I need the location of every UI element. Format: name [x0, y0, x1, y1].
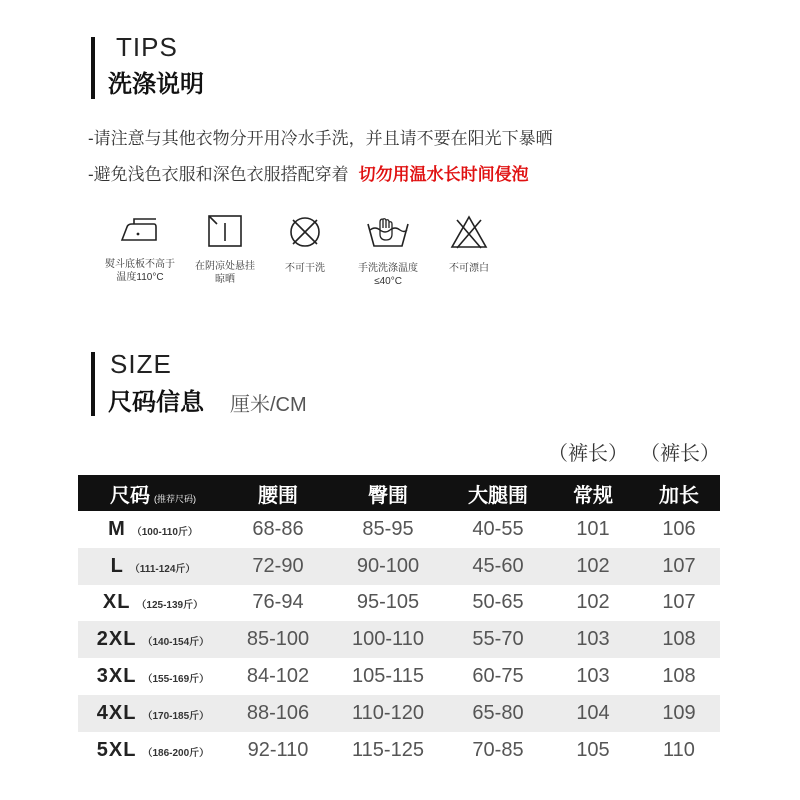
care-item-no-dry-clean — [260, 214, 350, 275]
table-row — [78, 621, 720, 658]
table-header-row — [78, 475, 720, 511]
cell-thigh: 65-80 — [472, 701, 524, 724]
cell-long: 108 — [662, 665, 696, 688]
size-cell — [78, 665, 228, 688]
cell-hip: 85-95 — [362, 517, 414, 540]
size-title-cn: 尺码信息 — [108, 389, 204, 416]
cell-regular: 102 — [576, 591, 610, 614]
cell-regular: 102 — [576, 554, 610, 577]
cell-thigh: 45-60 — [472, 554, 524, 577]
tip-line-2 — [88, 166, 529, 183]
header-long: 加长 — [659, 484, 699, 507]
cell-waist: 84-102 — [246, 665, 310, 688]
tip-line-2-text: -避免浅色衣服和深色衣服搭配穿着 — [88, 165, 349, 184]
cell-regular: 103 — [576, 665, 610, 688]
size-weight-range: （140-154斤） — [142, 637, 210, 649]
cell-thigh: 55-70 — [472, 628, 524, 651]
size-cell — [78, 628, 228, 651]
cell-regular: 104 — [576, 701, 610, 724]
size-cell — [78, 739, 228, 762]
size-weight-range: （100-110斤） — [131, 526, 198, 538]
size-header-bar — [91, 352, 95, 416]
cell-long: 106 — [662, 517, 696, 540]
size-code: M — [108, 517, 126, 540]
tips-title-cn: 洗涤说明 — [108, 71, 204, 98]
cell-regular: 101 — [576, 517, 610, 540]
tips-title-en: TIPS — [116, 32, 178, 62]
care-item-iron — [95, 214, 185, 284]
size-code: XL — [102, 591, 131, 614]
iron-icon — [118, 214, 162, 246]
hand-wash-icon — [364, 214, 412, 250]
cell-long: 108 — [662, 628, 696, 651]
tips-header-bar — [91, 37, 95, 99]
size-weight-range: （155-169斤） — [142, 674, 210, 686]
tip-warning: 切勿用温水长时间侵泡 — [358, 165, 529, 184]
table-row — [78, 658, 720, 695]
care-label-no-dry-clean: 不可干洗 — [285, 263, 325, 274]
table-row — [78, 732, 720, 769]
header-hip: 臀围 — [368, 484, 408, 507]
table-row — [78, 585, 720, 622]
cell-hip: 105-115 — [352, 665, 424, 688]
care-label-drip-dry: 在阴凉处悬挂 晾晒 — [195, 261, 255, 285]
size-code: 3XL — [96, 665, 137, 688]
size-cell — [78, 702, 228, 725]
cell-hip: 90-100 — [356, 554, 420, 577]
table-row — [78, 695, 720, 732]
header-size-note: (推荐尺码) — [154, 493, 196, 504]
care-item-drip-dry — [180, 214, 270, 286]
cell-hip: 110-120 — [352, 701, 424, 724]
cell-hip: 115-125 — [352, 738, 424, 761]
cell-regular: 103 — [576, 628, 610, 651]
do-not-bleach-icon — [449, 214, 489, 250]
cell-waist: 85-100 — [246, 628, 310, 651]
care-label-hand-wash: 手洗洗涤温度 ≤40°C — [358, 263, 418, 287]
tip-line-1: -请注意与其他衣物分开用冷水手洗，并且请不要在阳光下暴晒 — [88, 129, 553, 148]
column-note-long: （裤长） — [640, 443, 720, 465]
cell-thigh: 50-65 — [472, 591, 524, 614]
table-row — [78, 511, 720, 548]
header-size — [78, 479, 228, 508]
size-weight-range: （186-200斤） — [142, 747, 210, 759]
cell-thigh: 40-55 — [472, 517, 524, 540]
size-weight-range: （111-124斤） — [129, 563, 196, 575]
header-thigh: 大腿围 — [468, 484, 528, 507]
size-weight-range: （125-139斤） — [136, 600, 204, 612]
size-unit: 厘米/CM — [230, 394, 307, 416]
table-body — [78, 511, 720, 769]
table-row — [78, 548, 720, 585]
header-size-label: 尺码 — [110, 484, 150, 507]
size-code: 4XL — [96, 701, 137, 724]
drip-dry-shade-icon — [207, 214, 243, 248]
cell-waist: 68-86 — [252, 517, 304, 540]
size-code: L — [110, 554, 124, 577]
cell-long: 109 — [662, 701, 696, 724]
column-note-regular: （裤长） — [548, 443, 628, 465]
cell-long: 110 — [663, 738, 695, 761]
size-table — [78, 475, 720, 769]
cell-hip: 100-110 — [352, 628, 424, 651]
cell-thigh: 60-75 — [472, 665, 524, 688]
cell-regular: 105 — [576, 738, 610, 761]
care-label-iron: 熨斗底板不高于 温度110°C — [105, 259, 175, 283]
care-item-hand-wash — [343, 214, 433, 288]
cell-waist: 72-90 — [252, 554, 304, 577]
size-cell — [78, 518, 228, 541]
size-code: 2XL — [96, 628, 137, 651]
size-cell — [78, 591, 228, 614]
care-label-no-bleach: 不可漂白 — [449, 263, 489, 274]
cell-thigh: 70-85 — [472, 738, 524, 761]
cell-waist: 76-94 — [252, 591, 304, 614]
cell-waist: 92-110 — [247, 738, 309, 761]
size-cell — [78, 555, 228, 578]
size-title-en: SIZE — [110, 349, 172, 379]
cell-waist: 88-106 — [246, 701, 310, 724]
cell-long: 107 — [662, 554, 696, 577]
header-regular: 常规 — [573, 484, 613, 507]
cell-hip: 95-105 — [356, 591, 420, 614]
header-waist: 腰围 — [258, 484, 298, 507]
care-item-no-bleach — [424, 214, 514, 275]
cell-long: 107 — [662, 591, 696, 614]
size-code: 5XL — [96, 738, 137, 761]
do-not-dry-clean-icon — [287, 214, 323, 250]
size-weight-range: （170-185斤） — [142, 710, 210, 722]
